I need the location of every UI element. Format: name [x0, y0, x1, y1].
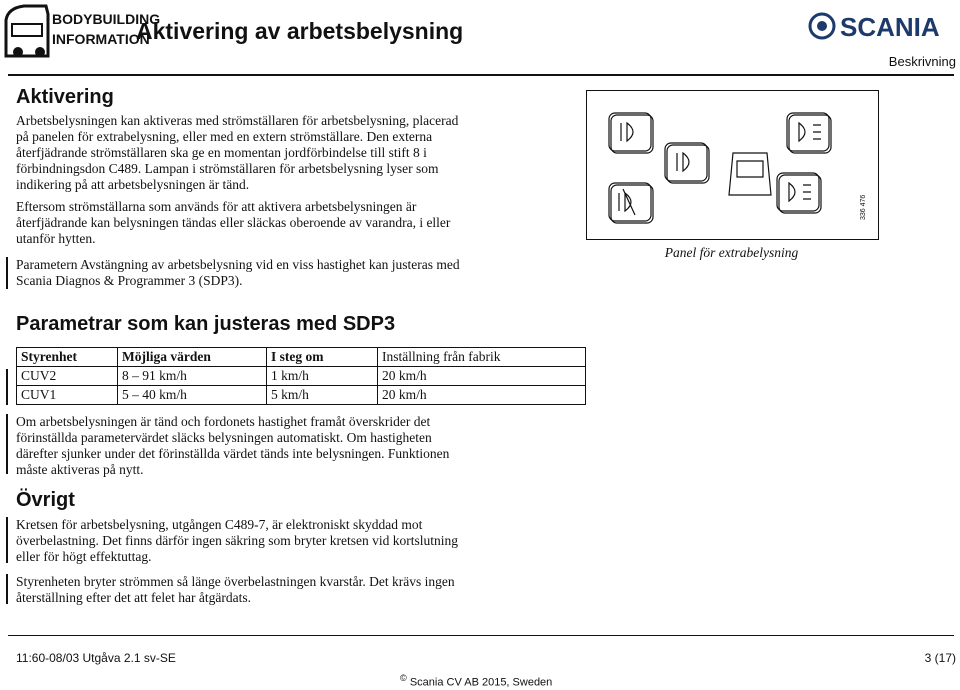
ovrigt-paragraph-2: Styrenheten bryter strömmen så länge överbelastningen kvarstår. Det krävs ingen återställning efter det att felet har åtgärdats.	[16, 574, 455, 605]
table-row	[17, 386, 586, 405]
section-heading-parametrar: Parametrar som kan justeras med SDP3	[16, 313, 396, 335]
parameters-table	[16, 347, 586, 405]
panel-illustration	[586, 90, 879, 240]
change-bar	[6, 414, 8, 474]
parametrar-paragraph: Om arbetsbelysningen är tänd och fordonets hastighet framåt överskrider det förinställda parametervärdet släcks belysningen automatiskt. Om hastigheten därefter sjunker under det förinställda värdet tänds inte belysningen. Funktionen måste aktiveras på nytt.	[16, 414, 450, 477]
section-heading-ovrigt: Övrigt	[16, 489, 75, 511]
change-bar	[6, 257, 8, 289]
edition-info: 11:60-08/03 Utgåva 2.1 sv-SE	[16, 651, 176, 665]
scania-logo	[808, 12, 958, 40]
aktivering-paragraph-1: Arbetsbelysningen kan aktiveras med strömställaren för arbetsbelysning, placerad på panelen för extrabelysning, eller med en extern strömställare. Den externa återfjädrande strömställaren ska ge en momentan jordförbindelse till stift 8 i förbindningsdon C489. Lampan i strömställaren för arbetsbelysning lyser som indikering på att arbetsbelysningen är tänd.	[16, 113, 459, 192]
table-header-cell: Inställning från fabrik	[378, 348, 586, 367]
logo-text-line2: INFORMATION	[52, 31, 150, 47]
change-bar	[6, 574, 8, 604]
change-bar	[6, 369, 8, 405]
table-cell: 20 km/h	[378, 367, 586, 386]
ovrigt-paragraph-1: Kretsen för arbetsbelysning, utgången C489-7, är elektroniskt skyddad mot överbelastning. Det finns därför ingen säkring som bryter kretsen vid kortslutning eller för högt effektuttag.	[16, 517, 459, 564]
table-cell: 5 – 40 km/h	[118, 386, 267, 405]
table-cell: CUV2	[17, 367, 118, 386]
copyright	[400, 673, 552, 689]
table-header-cell: Styrenhet	[17, 348, 118, 367]
illustration-reference-number: 336 476	[860, 194, 867, 220]
table-cell: 20 km/h	[378, 386, 586, 405]
table-header-cell: I steg om	[267, 348, 378, 367]
copyright-symbol: ©	[400, 673, 407, 683]
panel-caption: Panel för extrabelysning	[664, 245, 799, 260]
table-cell: 5 km/h	[267, 386, 378, 405]
footer-divider	[8, 635, 954, 636]
change-bar	[6, 517, 8, 563]
page-number: 3 (17)	[924, 651, 956, 665]
copyright-text: Scania CV AB 2015, Sweden	[409, 676, 553, 689]
table-header-row	[17, 348, 586, 367]
page-title: Aktivering av arbetsbelysning	[136, 18, 464, 44]
table-cell: 8 – 91 km/h	[118, 367, 267, 386]
aktivering-paragraph-2: Eftersom strömställarna som används för att aktivera arbetsbelysningen är återfjädrande kan belysningen tändas eller släckas oberoende av varandra, i eller utanför hytten.	[16, 199, 451, 246]
table-row	[17, 367, 586, 386]
table-cell: CUV1	[17, 386, 118, 405]
logo-text-line1: BODYBUILDING	[52, 11, 161, 27]
table-header-cell: Möjliga värden	[118, 348, 267, 367]
section-heading-aktivering: Aktivering	[16, 86, 114, 108]
header-divider	[8, 74, 954, 76]
brand-name: SCANIA	[840, 12, 940, 42]
aktivering-paragraph-3: Parametern Avstängning av arbetsbelysning vid en viss hastighet kan justeras med Scania Diagnos & Programmer 3 (SDP3).	[16, 257, 460, 288]
document-type: Beskrivning	[888, 54, 956, 69]
table-cell: 1 km/h	[267, 367, 378, 386]
bodybuilding-information-logo	[2, 2, 161, 60]
